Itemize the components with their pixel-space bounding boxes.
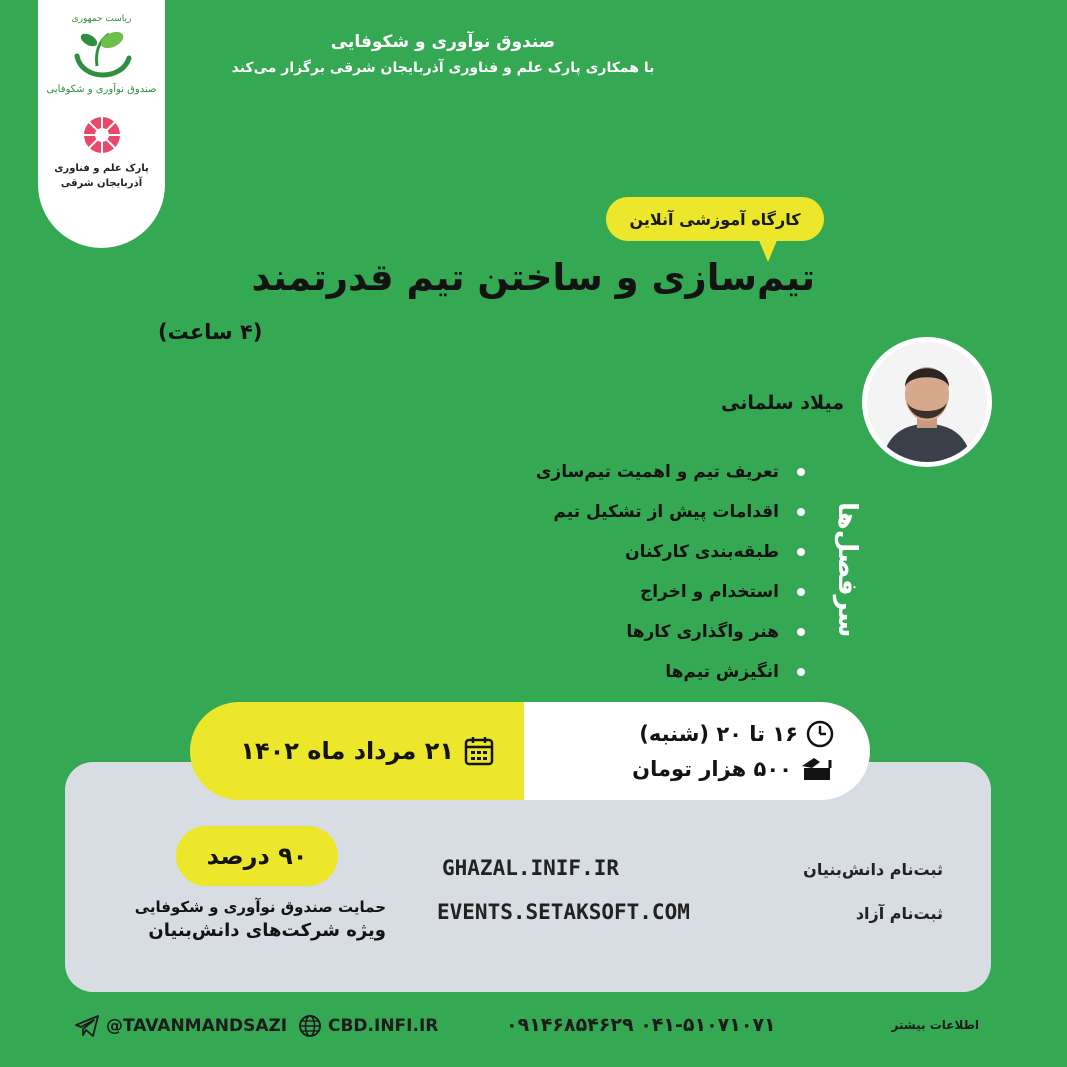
knowledge-based-registration-label: ثبت‌نام دانش‌بنیان xyxy=(803,860,943,879)
clock-icon xyxy=(806,720,834,748)
social-handle: @TAVANMANDSAZI xyxy=(106,1016,288,1036)
workshop-title: تیم‌سازی و ساختن تیم قدرتمند xyxy=(251,256,815,299)
calendar-icon xyxy=(464,736,494,766)
website-link[interactable] xyxy=(298,1014,438,1038)
open-registration-label: ثبت‌نام آزاد xyxy=(855,904,943,923)
support-line1: حمایت صندوق نوآوری و شکوفایی xyxy=(134,898,386,916)
time-row xyxy=(524,720,834,748)
list-item xyxy=(536,452,805,492)
workshop-duration: (۴ ساعت) xyxy=(158,320,263,344)
time-price-section xyxy=(524,702,870,800)
park-name-line1: پارک علم و فناوری xyxy=(54,163,149,174)
bullet xyxy=(797,508,805,516)
topic-text: هنر واگذاری کارها xyxy=(626,622,779,642)
list-item xyxy=(536,532,805,572)
telegram-icon xyxy=(74,1014,100,1038)
topic-text: تعریف تیم و اهمیت تیم‌سازی xyxy=(535,462,779,482)
knowledge-based-registration-link[interactable]: GHAZAL.INIF.IR xyxy=(442,856,620,880)
social-link[interactable] xyxy=(74,1014,287,1038)
header xyxy=(213,32,673,76)
topic-text: استخدام و اخراج xyxy=(640,582,779,602)
speaker-avatar xyxy=(862,337,992,467)
phone-numbers[interactable]: ۰۴۱-۵۱۰۷۱۰۷۱ ۰۹۱۴۶۸۵۴۶۲۹ xyxy=(506,1014,776,1036)
topic-text: طبقه‌بندی کارکنان xyxy=(625,542,779,562)
more-info-label: اطلاعات بیشتر xyxy=(891,1018,979,1032)
list-item xyxy=(536,572,805,612)
logo-panel xyxy=(38,0,165,248)
park-logo-name xyxy=(54,161,148,191)
event-price: ۵۰۰ هزار تومان xyxy=(632,757,792,781)
price-row xyxy=(524,756,834,782)
topics-list xyxy=(536,452,805,692)
speaker-name: میلاد سلمانی xyxy=(721,392,844,414)
header-subtitle: با همکاری پارک علم و فناوری آذربایجان شرقی برگزار می‌کند xyxy=(231,60,655,76)
globe-icon xyxy=(298,1014,322,1038)
list-item xyxy=(536,652,805,692)
website-text: CBD.INFI.IR xyxy=(328,1016,439,1036)
date-section xyxy=(190,702,524,800)
list-item xyxy=(536,612,805,652)
footer xyxy=(0,1012,1067,1042)
sprout-logo-icon xyxy=(67,26,137,86)
bullet xyxy=(797,588,805,596)
payment-icon xyxy=(800,756,834,782)
event-date: ۲۱ مرداد ماه ۱۴۰۲ xyxy=(240,737,454,765)
fund-logo-name: صندوق نوآوری و شکوفایی xyxy=(46,84,157,95)
person-icon xyxy=(867,342,987,462)
support-line2: ویژه شرکت‌های دانش‌بنیان xyxy=(148,920,386,941)
bullet xyxy=(797,548,805,556)
workshop-type-badge: کارگاه آموزشی آنلاین xyxy=(606,197,824,241)
open-registration-link[interactable]: EVENTS.SETAKSOFT.COM xyxy=(437,900,690,924)
bullet xyxy=(797,668,805,676)
event-info-bar xyxy=(190,702,870,800)
discount-badge: ۹۰ درصد xyxy=(176,826,338,886)
header-title: صندوق نوآوری و شکوفایی xyxy=(330,32,556,52)
topic-text: انگیزش تیم‌ها xyxy=(665,662,779,682)
park-name-line2: آذربایجان شرقی xyxy=(60,178,143,189)
event-time: ۱۶ تا ۲۰ (شنبه) xyxy=(639,722,798,746)
bullet xyxy=(797,468,805,476)
topic-text: اقدامات پیش از تشکیل تیم xyxy=(553,502,779,522)
fund-logo-top-text: ریاست جمهوری xyxy=(71,14,132,24)
park-logo-icon xyxy=(82,115,122,155)
list-item xyxy=(536,492,805,532)
topics-label: سرفصل‌ها xyxy=(832,502,862,638)
bullet xyxy=(797,628,805,636)
support-info xyxy=(135,898,386,941)
